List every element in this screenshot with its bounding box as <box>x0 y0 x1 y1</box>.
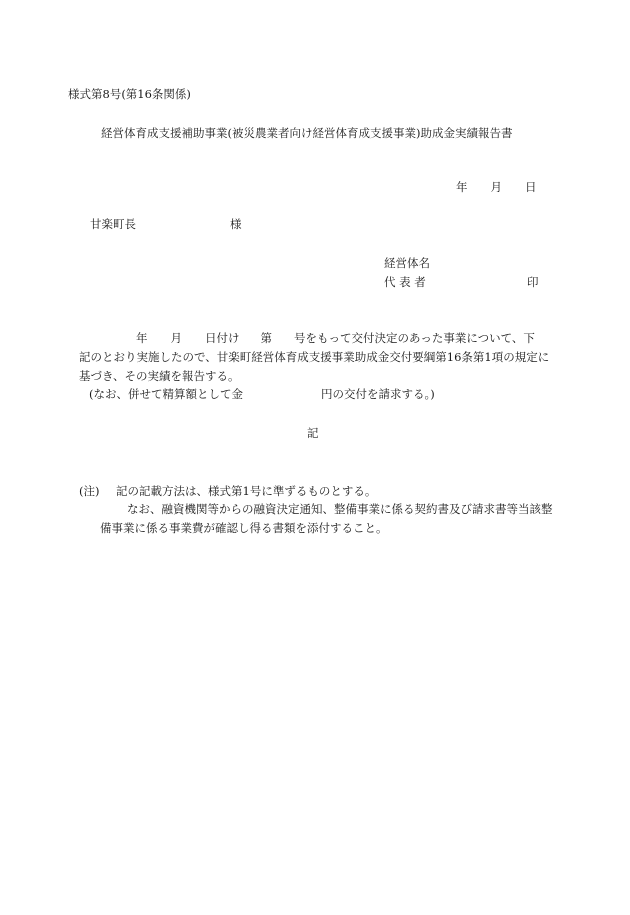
body-month: 月 <box>170 331 182 345</box>
applicant-rep-label: 代 表 者 <box>384 275 426 289</box>
body-year: 年 <box>136 331 148 345</box>
body-line-1-tail: 号をもって交付決定のあった事業について、下 <box>294 331 535 345</box>
addressee-name: 甘楽町長 <box>90 217 136 231</box>
addressee <box>90 216 242 232</box>
date-line <box>456 179 537 195</box>
form-label: 様式第8号(第16条関係) <box>68 87 191 101</box>
body-number-prefix: 第 <box>260 331 272 345</box>
claim-amount-tail: 円の交付を請求する。) <box>321 387 435 401</box>
document-title: 経営体育成支援補助事業(被災農業者向け経営体育成支援事業)助成金実績報告書 <box>101 126 513 140</box>
body-line-2: 記のとおり実施したので、甘楽町経営体育成支援事業助成金交付要綱第16条第1項の規定に <box>79 350 550 364</box>
body-line-4 <box>89 386 435 402</box>
note-line-3: 備事業に係る事業費が確認し得る書類を添付すること。 <box>100 521 388 535</box>
addressee-honorific: 様 <box>230 217 242 231</box>
claim-amount-lead: (なお、併せて精算額として金 <box>89 387 243 401</box>
body-date: 日付け <box>205 331 240 345</box>
seal-mark: 印 <box>527 275 539 289</box>
note-label: (注) <box>79 484 100 498</box>
date-day-label: 日 <box>525 180 537 194</box>
note-line-2: なお、融資機関等からの融資決定通知、整備事業に係る契約書及び請求書等当該整 <box>127 502 553 516</box>
date-month-label: 月 <box>490 180 502 194</box>
body-line-3: 基づき、その実績を報告する。 <box>79 369 240 383</box>
date-year-label: 年 <box>456 180 468 194</box>
note-line-1: 記の記載方法は、様式第1号に準ずるものとする。 <box>116 484 377 498</box>
applicant-org-label: 経営体名 <box>384 256 430 270</box>
ki-heading: 記 <box>307 426 319 440</box>
body-line-1 <box>136 330 535 346</box>
